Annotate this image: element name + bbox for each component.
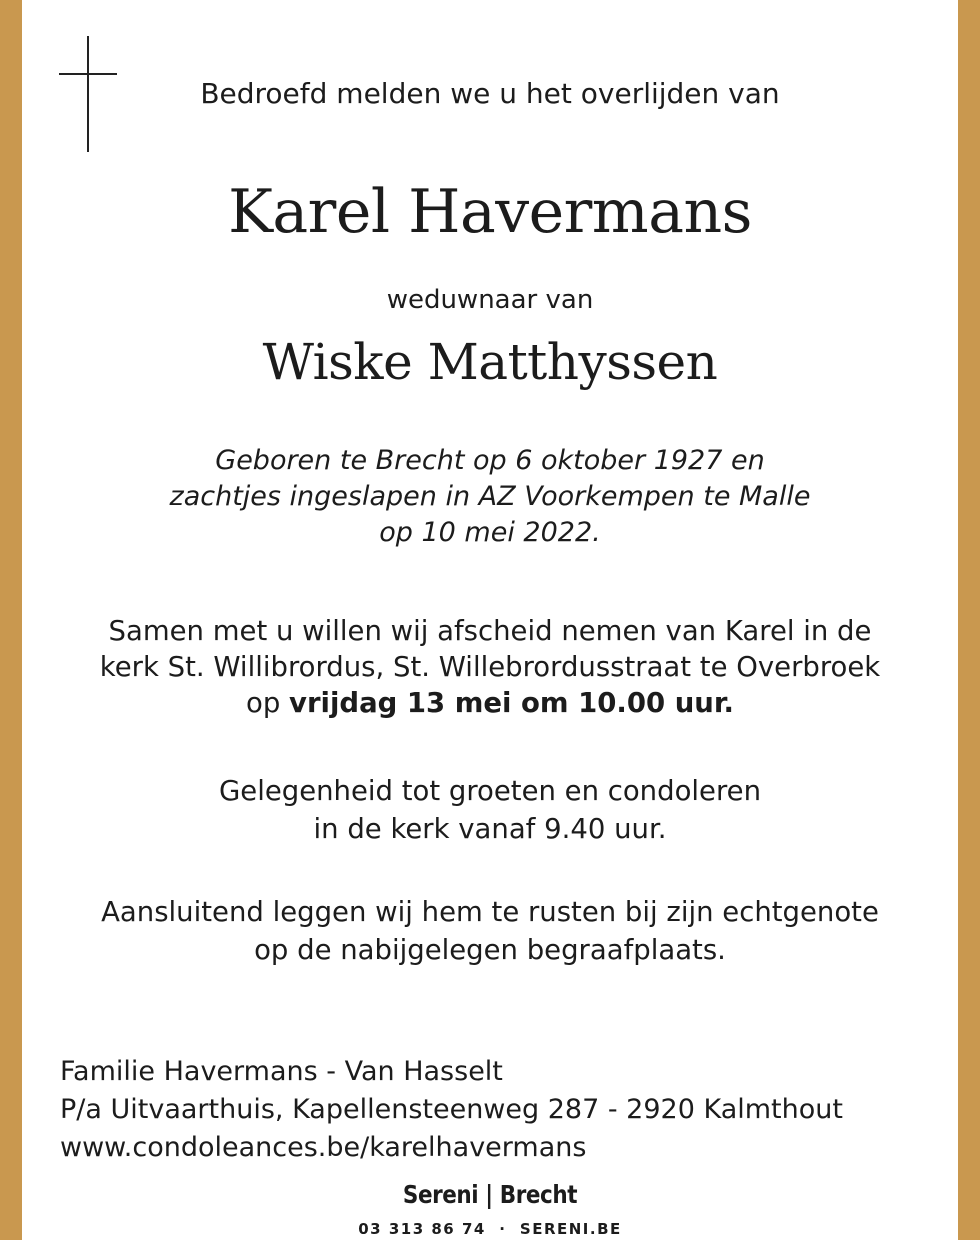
visit-line: Gelegenheid tot groeten en condoleren (218, 775, 762, 807)
ceremony-prefix: op (246, 687, 290, 719)
family-contact (60, 1053, 843, 1167)
birth-line: Geboren te Brecht op 6 oktober 1927 en (215, 445, 765, 476)
spouse-name: Wiske Matthyssen (262, 333, 718, 391)
visit-details (22, 772, 958, 848)
ceremony-date: vrijdag 13 mei om 10.00 uur. (289, 687, 734, 719)
visit-line: in de kerk vanaf 9.40 uur. (313, 813, 667, 845)
burial-line: Aansluitend leggen wij hem te rusten bij zijn echtgenote (101, 896, 879, 928)
ceremony-line (22, 685, 958, 721)
relation-text: weduwnaar van (386, 285, 594, 315)
birth-line: op 10 mei 2022. (379, 517, 601, 548)
burial-line: op de nabijgelegen begraafplaats. (254, 934, 726, 966)
family-name: Familie Havermans - Van Hasselt (60, 1056, 503, 1087)
deceased-name: Karel Havermans (228, 177, 752, 247)
ceremony-details (22, 613, 958, 721)
burial-details (22, 893, 958, 969)
ceremony-line: Samen met u willen wij afscheid nemen van Karel in de (108, 615, 872, 647)
ceremony-line: kerk St. Willibrordus, St. Willebrordusstraat te Overbroek (99, 651, 881, 683)
condolence-link[interactable]: www.condoleances.be/karelhavermans (60, 1132, 587, 1163)
brand-logo: Sereni | Brecht (402, 1180, 578, 1209)
birth-line: zachtjes ingeslapen in AZ Voorkempen te Malle (169, 481, 811, 512)
family-address: P/a Uitvaarthuis, Kapellensteenweg 287 - 2920 Kalmthout (60, 1094, 843, 1125)
intro-text: Bedroefd melden we u het overlijden van (200, 77, 780, 110)
birth-details (22, 443, 958, 551)
contact-info: 03 313 86 74 · SERENI.BE (358, 1220, 622, 1238)
